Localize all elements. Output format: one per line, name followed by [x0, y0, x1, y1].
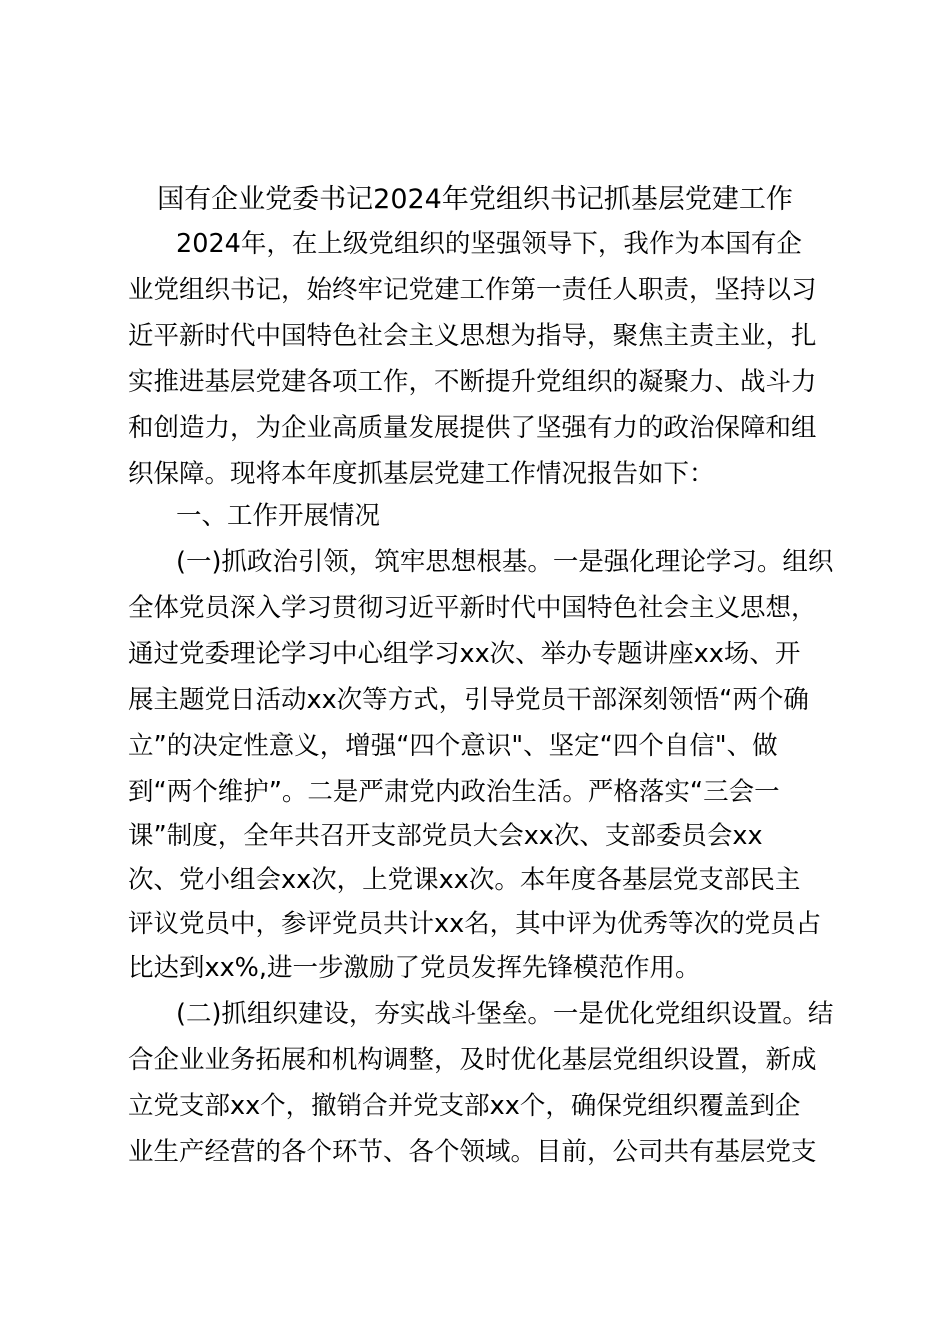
paragraph-line: 立”的决定性意义，增强“四个意识"、坚定“四个自信"、做 — [128, 731, 778, 761]
paragraph-line: 业党组织书记，始终牢记党建工作第一责任人职责，坚持以习 — [128, 275, 817, 305]
paragraph-line: 评议党员中，参评党员共计xx名，其中评为优秀等次的党员占 — [128, 909, 822, 939]
paragraph-line: 和创造力，为企业高质量发展提供了坚强有力的政治保障和组 — [128, 413, 817, 443]
paragraph-line: 到“两个维护”。二是严肃党内政治生活。严格落实“三会一 — [128, 777, 780, 807]
document-title: 国有企业党委书记2024年党组织书记抓基层党建工作 — [157, 184, 793, 215]
paragraph-line: (一)抓政治引领，筑牢思想根基。一是强化理论学习。组织 — [176, 547, 834, 577]
section-heading: 一、工作开展情况 — [176, 501, 381, 531]
paragraph-line: 立党支部xx个，撤销合并党支部xx个，确保党组织覆盖到企 — [128, 1091, 801, 1121]
paragraph-line: 通过党委理论学习中心组学习xx次、举办专题讲座xx场、开 — [128, 639, 801, 669]
paragraph-line: 实推进基层党建各项工作，不断提升党组织的凝聚力、战斗力 — [128, 367, 817, 397]
paragraph-line: (二)抓组织建设，夯实战斗堡垒。一是优化党组织设置。结 — [176, 999, 834, 1029]
paragraph-line: 2024年，在上级党组织的坚强领导下，我作为本国有企 — [176, 229, 802, 259]
paragraph-line: 业生产经营的各个环节、各个领域。目前，公司共有基层党支 — [128, 1137, 817, 1167]
paragraph-line: 展主题党日活动xx次等方式，引导党员干部深刻领悟“两个确 — [128, 685, 809, 715]
paragraph-line: 次、党小组会xx次，上党课xx次。本年度各基层党支部民主 — [128, 865, 801, 895]
paragraph-line: 织保障。现将本年度抓基层党建工作情况报告如下： — [128, 459, 715, 489]
paragraph-line: 近平新时代中国特色社会主义思想为指导，聚焦主责主业，扎 — [128, 321, 817, 351]
paragraph-line: 比达到xx%,进一步激励了党员发挥先锋模范作用。 — [128, 953, 701, 983]
paragraph-line: 全体党员深入学习贯彻习近平新时代中国特色社会主义思想， — [128, 593, 817, 623]
paragraph-line: 课”制度，全年共召开支部党员大会xx次、支部委员会xx — [128, 821, 763, 851]
paragraph-line: 合企业业务拓展和机构调整，及时优化基层党组织设置，新成 — [128, 1045, 817, 1075]
